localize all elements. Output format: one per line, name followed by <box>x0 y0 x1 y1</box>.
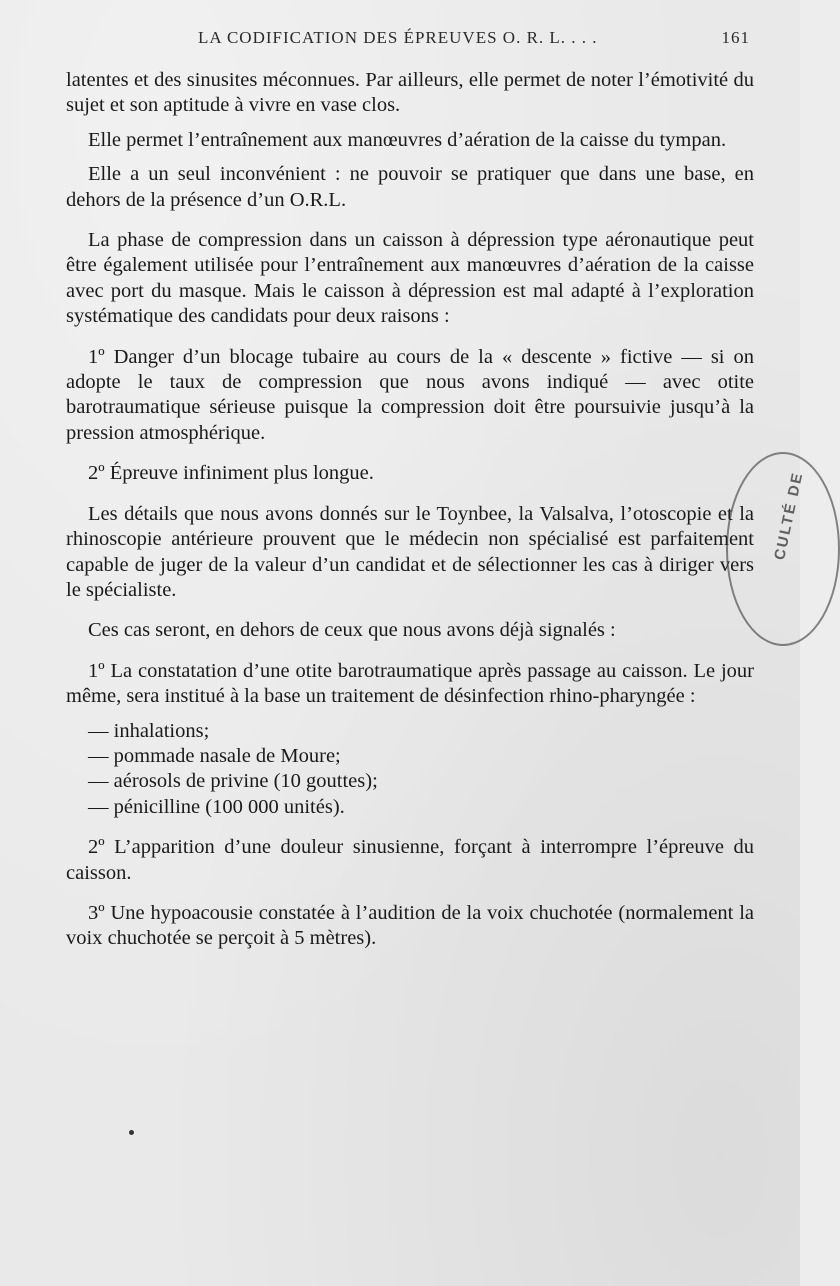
list-item: — pénicilline (100 000 unités). <box>88 795 345 818</box>
paragraph-case-2: 2º L’apparition d’une douleur sinusienne, forçant à interrompre l’épreuve du caisson. <box>66 836 754 884</box>
ink-dot <box>129 1130 134 1135</box>
list-item: — pommade nasale de Moure; <box>88 744 341 767</box>
paragraph-continuation: latentes et des sinusites méconnues. Par ailleurs, elle permet de noter l’émotivité du sujet et son aptitude à vivre en vase clos. <box>66 69 754 117</box>
paragraph-details: Les détails que nous avons donnés sur le Toynbee, la Valsalva, l’otoscopie et la rhinoscopie antérieure prouvent que le médecin non spécialisé est parfaitement capable de juger de la valeur d’un candidat et de sélectionner les cas à diriger vers le spécialiste. <box>66 502 754 601</box>
paragraph-training: Elle permet l’entraînement aux manœuvres d’aération de la caisse du tympan. <box>88 128 727 151</box>
page-number: 161 <box>721 28 750 47</box>
paragraph-reason-1: 1º Danger d’un blocage tubaire au cours de la « descente » fictive — si on adopte le taux de compression que nous avons indiqué — avec otite barotraumatique sérieuse puisque la compression doit être poursuivie jusqu’à la pression atmosphérique. <box>66 345 754 444</box>
paragraph-case-3: 3º Une hypoacousie constatée à l’audition de la voix chuchotée (normalement la voix chuchotée se perçoit à 5 mètres). <box>66 901 754 950</box>
list-item: — aérosols de privine (10 gouttes); <box>88 770 378 793</box>
paragraph-cases-intro: Ces cas seront, en dehors de ceux que nous avons déjà signalés : <box>88 619 616 642</box>
body-text <box>66 68 754 952</box>
paragraph-compression-phase: La phase de compression dans un caisson à dépression type aéronautique peut être également utilisée pour l’entraînement aux manœuvres d’aération de la caisse avec port du masque. Mais le caisson à dépression est mal adapté à l’exploration systématique des candidats pour deux raisons : <box>66 229 754 328</box>
paragraph-case-1: 1º La constatation d’une otite barotraumatique après passage au caisson. Le jour même, sera institué à la base un traitement de désinfection rhino-pharyngée : <box>66 659 754 708</box>
paragraph-reason-2: 2º Épreuve infiniment plus longue. <box>88 462 374 485</box>
paragraph-inconvenience: Elle a un seul inconvénient : ne pouvoir se pratiquer que dans une base, en dehors de la présence d’un O.R.L. <box>66 163 754 211</box>
list-item: — inhalations; <box>88 719 210 742</box>
header-title: LA CODIFICATION DES ÉPREUVES O. R. L. . . . <box>198 28 598 47</box>
running-header <box>198 28 758 54</box>
treatment-list <box>66 719 754 821</box>
stamp-text: CULTÉ DE <box>771 470 807 562</box>
